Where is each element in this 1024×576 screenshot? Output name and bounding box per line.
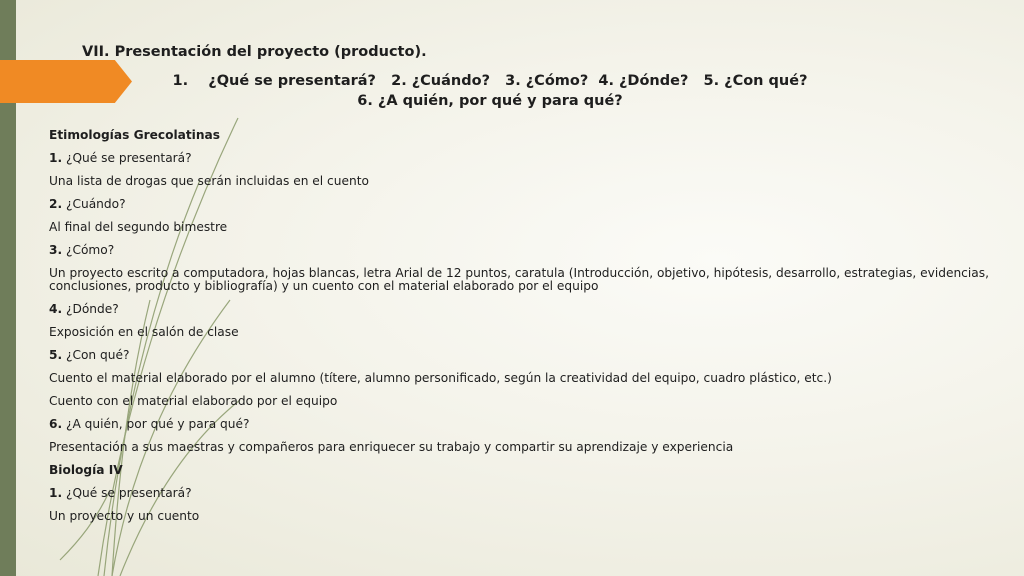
answer-line: Una lista de drogas que serán incluidas en el cuento — [49, 174, 369, 188]
question-line — [49, 198, 1009, 211]
question-text: ¿Cuándo? — [62, 197, 126, 211]
subject-heading: Biología IV — [49, 463, 123, 477]
question-number: 3. — [49, 243, 63, 257]
answer-line: Al final del segundo bimestre — [49, 220, 228, 234]
question-line — [49, 487, 1009, 500]
question-text: ¿Dónde? — [62, 302, 119, 316]
question-line — [49, 349, 1009, 362]
subject-heading: Etimologías Grecolatinas — [49, 128, 221, 142]
answer-line: Cuento con el material elaborado por el equipo — [49, 394, 338, 408]
slide-body — [49, 129, 1009, 533]
question-text: ¿Qué se presentará? — [62, 486, 192, 500]
question-number: 4. — [49, 302, 63, 316]
question-line — [49, 152, 1009, 165]
question-line — [49, 244, 1009, 257]
question-number: 6. — [49, 417, 63, 431]
question-text: ¿Cómo? — [62, 243, 115, 257]
question-number: 1. — [49, 486, 63, 500]
title-arrow-marker — [0, 60, 132, 103]
question-text: ¿A quién, por qué y para qué? — [62, 417, 250, 431]
answer-line: Cuento el material elaborado por el alumno (títere, alumno personificado, según la creatividad del equipo, cuadro plástico, etc.) — [49, 371, 832, 385]
answer-line: Presentación a sus maestras y compañeros para enriquecer su trabajo y compartir su aprendizaje y experiencia — [49, 440, 734, 454]
question-number: 1. — [49, 151, 63, 165]
guiding-questions — [160, 71, 820, 111]
question-number: 5. — [49, 348, 63, 362]
question-text: ¿Con qué? — [62, 348, 130, 362]
question-line — [49, 303, 1009, 316]
questions-line-1: 1. ¿Qué se presentará? 2. ¿Cuándo? 3. ¿Cómo? 4. ¿Dónde? 5. ¿Con qué? — [172, 73, 808, 89]
answer-line: Exposición en el salón de clase — [49, 325, 239, 339]
question-number: 2. — [49, 197, 63, 211]
answer-line: Un proyecto y un cuento — [49, 509, 200, 523]
question-text: ¿Qué se presentará? — [62, 151, 192, 165]
question-line — [49, 418, 1009, 431]
slide-heading: VII. Presentación del proyecto (producto). — [82, 44, 427, 60]
answer-line: Un proyecto escrito a computadora, hojas blancas, letra Arial de 12 puntos, caratula (Introducción, objetivo, hipótesis, desarrollo, estrategias, evidencias, conclusiones, producto y bibliografía) y un cuento con el material elaborado por el equipo — [49, 266, 989, 293]
questions-line-2: 6. ¿A quién, por qué y para qué? — [357, 93, 623, 109]
